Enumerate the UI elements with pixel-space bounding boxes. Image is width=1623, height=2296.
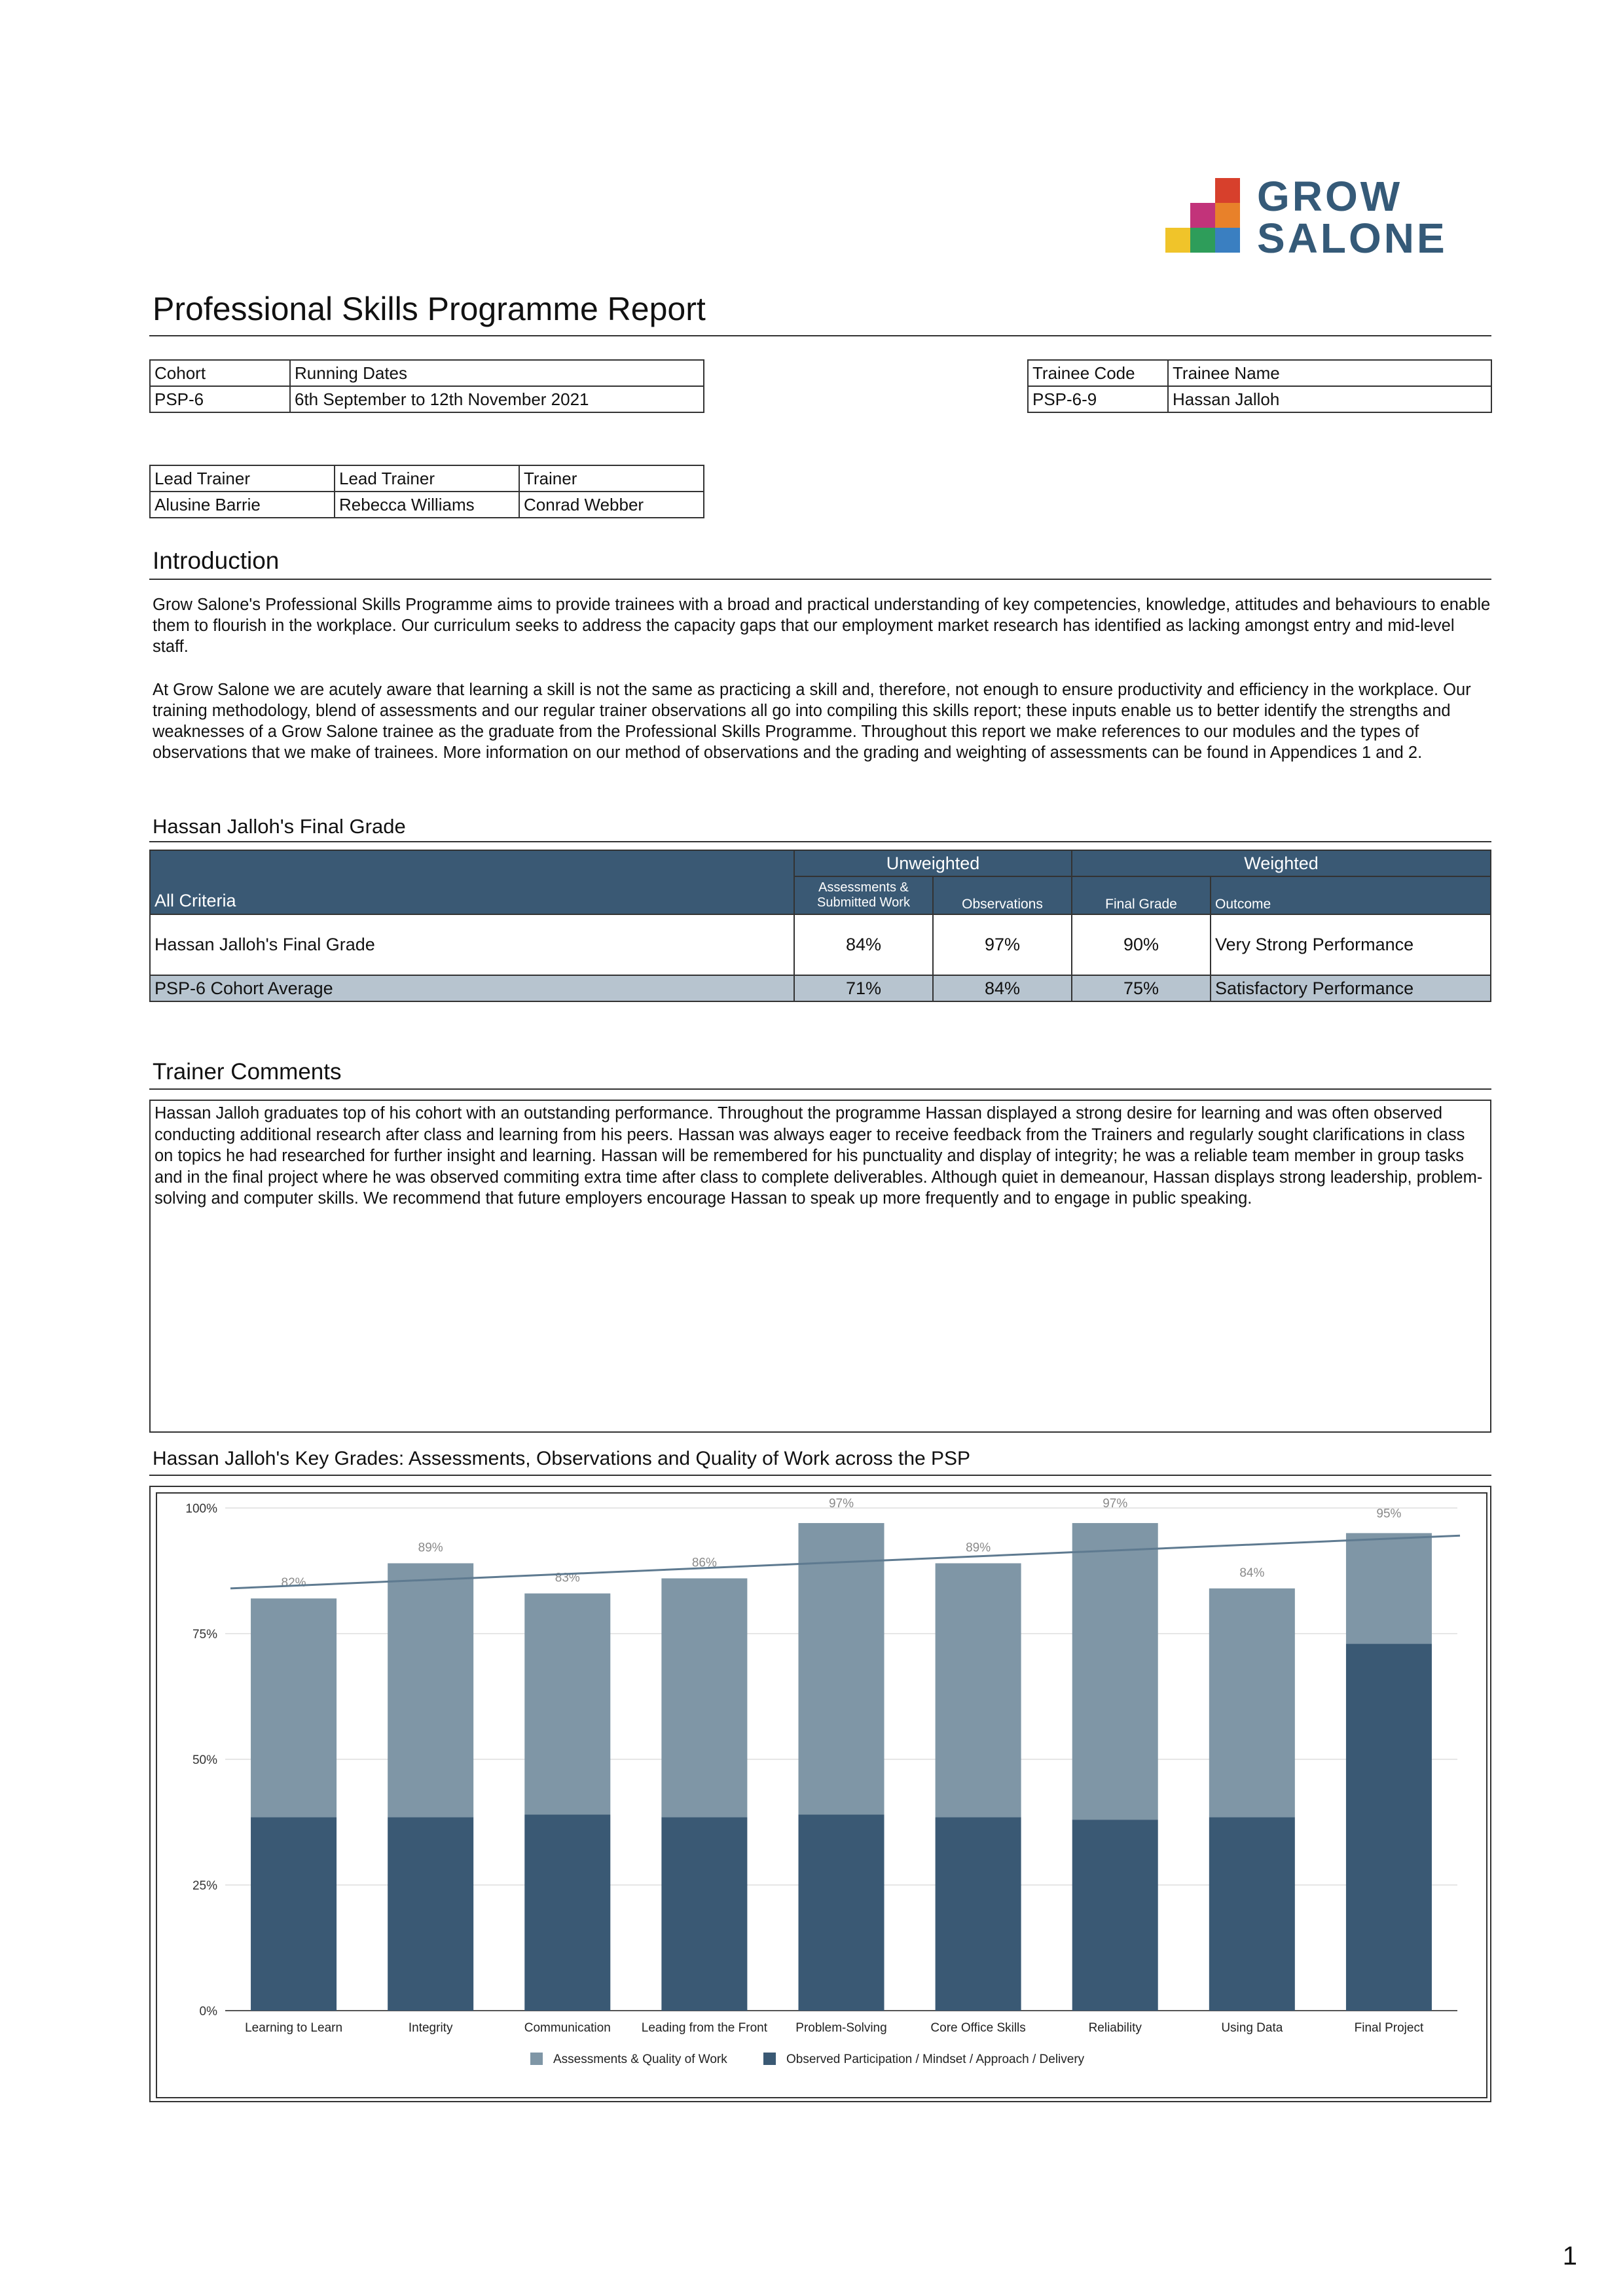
bar-assessments (1209, 1588, 1295, 1817)
category-label: Final Project (1354, 2021, 1424, 2035)
chart-heading-rule (149, 1475, 1491, 1476)
logo-square-yellow (1165, 228, 1190, 253)
legend-swatch (530, 2053, 543, 2065)
trainer-table (149, 465, 704, 518)
legend-label: Observed Participation / Mindset / Approach / Delivery (786, 2053, 1085, 2066)
bar-observed (524, 1814, 610, 2011)
unweighted-group-header: Unweighted (794, 850, 1072, 876)
data-label: 89% (418, 1541, 443, 1555)
outcome-header: Outcome (1211, 876, 1491, 914)
row-observations: 84% (933, 975, 1072, 1001)
cohort-value: PSP-6 (150, 386, 290, 412)
category-label: Problem-Solving (795, 2021, 887, 2035)
legend-label: Assessments & Quality of Work (553, 2053, 727, 2066)
row-outcome: Very Strong Performance (1211, 914, 1491, 975)
logo-square-green (1190, 228, 1215, 253)
chart-area (156, 1492, 1487, 2098)
introduction-paragraph-2: At Grow Salone we are acutely aware that learning a skill is not the same as practicing a skill and, therefore, not enough to ensure productivity and efficiency in the workplace. Our training methodology, blend of assessments and our regular trainer observations all go into compiling this skills report; these inputs enable us to better identify the strengths and weaknesses of a Grow Salone trainee as the graduate from the Professional Skills Programme. Throughout this report we make references to our modules and the types of observations that we make of trainees. More information on our method of observations and the grading and weighting of assessments can be found in Appendices 1 and 2. (153, 681, 1471, 762)
trainee-code-value: PSP-6-9 (1028, 386, 1168, 412)
table-row (150, 975, 1491, 1001)
bar-observed (1209, 1817, 1295, 2011)
bar-assessments (936, 1563, 1021, 1817)
row-assessments: 84% (794, 914, 933, 975)
row-label: PSP-6 Cohort Average (150, 975, 794, 1001)
row-final-grade: 75% (1072, 975, 1211, 1001)
category-label: Core Office Skills (930, 2021, 1026, 2035)
bar-assessments (524, 1594, 610, 1815)
trainee-name-header: Trainee Name (1168, 360, 1491, 386)
data-label: 84% (1239, 1566, 1265, 1580)
bar-assessments (1346, 1533, 1432, 1643)
bar-assessments (388, 1563, 473, 1817)
running-dates-value: 6th September to 12th November 2021 (290, 386, 704, 412)
trainee-name-value: Hassan Jalloh (1168, 386, 1491, 412)
lead-trainer-header-1: Lead Trainer (150, 465, 335, 492)
final-grade-header: Final Grade (1072, 876, 1211, 914)
y-tick-label: 100% (185, 1502, 217, 1516)
y-tick-label: 75% (192, 1628, 217, 1641)
category-label: Communication (524, 2021, 611, 2035)
data-label: 86% (691, 1556, 717, 1570)
trainee-table (1027, 359, 1492, 413)
bar-observed (799, 1814, 884, 2011)
table-row (150, 914, 1491, 975)
row-assessments: 71% (794, 975, 933, 1001)
cohort-header: Cohort (150, 360, 290, 386)
introduction-rule (149, 579, 1491, 580)
bar-observed (251, 1817, 337, 2011)
trainer-comments-rule (149, 1088, 1491, 1090)
bar-observed (661, 1817, 747, 2011)
trainer-comments-heading: Trainer Comments (153, 1059, 342, 1085)
running-dates-header: Running Dates (290, 360, 704, 386)
data-label: 95% (1376, 1507, 1402, 1521)
bar-assessments (799, 1523, 884, 1814)
data-label: 97% (828, 1497, 854, 1511)
title-rule (149, 335, 1491, 336)
row-label: Hassan Jalloh's Final Grade (150, 914, 794, 975)
lead-trainer-value-1: Alusine Barrie (150, 492, 335, 518)
all-criteria-header: All Criteria (150, 850, 794, 914)
data-label: 97% (1103, 1497, 1128, 1511)
observations-header: Observations (933, 876, 1072, 914)
legend-swatch (763, 2053, 776, 2065)
category-label: Leading from the Front (641, 2021, 767, 2035)
assessments-header: Assessments & Submitted Work (794, 876, 933, 914)
category-label: Reliability (1088, 2021, 1142, 2035)
bar-observed (388, 1817, 473, 2011)
category-label: Learning to Learn (245, 2021, 343, 2035)
data-label: 82% (281, 1576, 306, 1590)
bar-observed (1346, 1643, 1432, 2011)
bar-observed (1072, 1820, 1158, 2011)
trainer-comments-box (149, 1100, 1491, 1433)
row-outcome: Satisfactory Performance (1211, 975, 1491, 1001)
category-label: Integrity (408, 2021, 453, 2035)
trainer-comments-text: Hassan Jalloh graduates top of his cohort with an outstanding performance. Throughout the programme Hassan displayed a strong desire for learning and was often observed conducting additional research after class and learning from his peers. Hassan was always eager to receive feedback from the Trainers and regularly sought clarifications in class on topics he had researched for further insight and learning. Hassan will be remembered for his punctuality and display of integrity; he was a reliable team member in group tasks and in the final project where he was observed commiting extra time after class to complete deliverables. Although quiet in demeanour, Hassan displays strong leadership, problem-solving and computer skills. We recommend that future employers encourage Hassan to speak up more frequently and to engage in public speaking. (155, 1104, 1483, 1208)
introduction-heading: Introduction (153, 547, 280, 574)
logo-square-orange (1215, 203, 1240, 228)
category-label: Using Data (1221, 2021, 1283, 2035)
logo-word-grow: GROW (1257, 173, 1403, 220)
data-label: 83% (555, 1571, 580, 1585)
weighted-group-header: Weighted (1072, 850, 1491, 876)
logo-square-red (1215, 178, 1240, 203)
lead-trainer-value-2: Rebecca Williams (335, 492, 519, 518)
row-final-grade: 90% (1072, 914, 1211, 975)
trainer-value: Conrad Webber (519, 492, 704, 518)
grow-salone-logo (1159, 175, 1467, 260)
trainer-header: Trainer (519, 465, 704, 492)
y-tick-label: 0% (199, 2005, 217, 2018)
final-grade-table (149, 850, 1491, 1002)
data-label: 89% (966, 1541, 991, 1555)
row-observations: 97% (933, 914, 1072, 975)
page-number: 1 (1562, 2242, 1577, 2270)
final-grade-heading: Hassan Jalloh's Final Grade (153, 815, 406, 838)
lead-trainer-header-2: Lead Trainer (335, 465, 519, 492)
report-title: Professional Skills Programme Report (153, 291, 706, 327)
y-tick-label: 50% (192, 1753, 217, 1767)
y-tick-label: 25% (192, 1879, 217, 1893)
trainee-code-header: Trainee Code (1028, 360, 1168, 386)
bar-assessments (1072, 1523, 1158, 1820)
key-grades-chart (157, 1494, 1486, 2097)
chart-heading: Hassan Jalloh's Key Grades: Assessments, Observations and Quality of Work across the PSP (153, 1448, 971, 1469)
logo-square-magenta (1190, 203, 1215, 228)
logo-word-salone: SALONE (1257, 215, 1448, 262)
logo-square-blue (1215, 228, 1240, 253)
final-grade-rule (149, 841, 1491, 842)
bar-assessments (251, 1598, 337, 1817)
introduction-paragraph-1: Grow Salone's Professional Skills Programme aims to provide trainees with a broad and practical understanding of key competencies, knowledge, attitudes and behaviours to enable them to flourish in the workplace. Our curriculum seeks to address the capacity gaps that our employment market research has identified as lacking amongst entry and mid-level staff. (153, 596, 1491, 656)
cohort-table (149, 359, 704, 413)
bar-assessments (661, 1579, 747, 1818)
bar-observed (936, 1817, 1021, 2011)
